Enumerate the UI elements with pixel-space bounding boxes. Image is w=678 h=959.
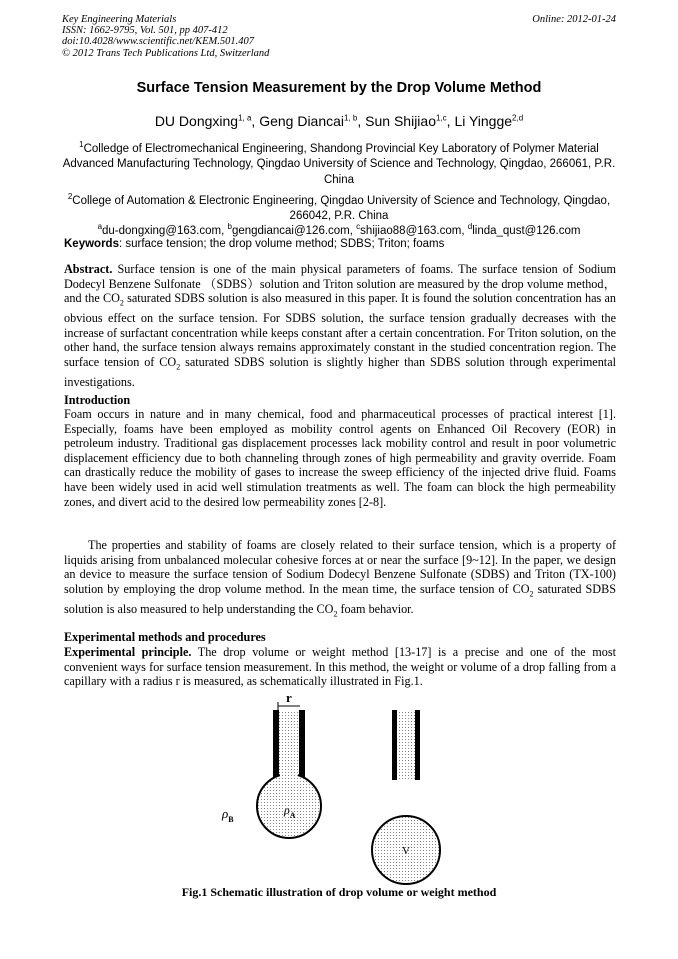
drop-neck [280, 770, 298, 784]
abstract: Abstract. Surface tension is one of the main physical parameters of foams. The surface tension of Sodium Dodecyl Benzene Sulfonate （SDBS）solution and Triton solution are measured by the drop volume method， and the $CO_2$ saturated SDBS solution is also measured in this paper. It is found the solution concentration has an obvious effect on the surface tension. For SDBS solution, the surface tension gradually decreases with the increase of surfactant concentration while keeps constant after a certain concentration. For Triton solution, on the other hand, the surface tension always remains approximately constant in the studied concentration region. The surface tension of $CO_2$ saturated SDBS solution is slightly higher than SDBS solution through experimental investigations. [64, 262, 616, 390]
capillary-right-wall-left [392, 710, 397, 780]
label-r: r [286, 690, 292, 705]
keywords: Keywords: surface tension; the drop volume method; SDBS; Triton; foams [64, 238, 445, 250]
journal-issn: ISSN: 1662-9795, Vol. 501, pp 407-412 [62, 25, 228, 37]
figure-1-caption: Fig.1 Schematic illustration of drop volume or weight method [181, 885, 497, 899]
label-rho-a: $\rho_A$ [284, 803, 296, 820]
capillary-right-wall-right [415, 710, 420, 780]
email: du-dongxing@163.com, [102, 224, 225, 237]
author-name: DU Dongxing [154, 113, 239, 129]
abstract-label: Abstract. [64, 262, 113, 276]
figure-1-drop-diagram [200, 690, 500, 890]
paper-title: Surface Tension Measurement by the Drop Volume Method [136, 80, 542, 96]
label-v: V [402, 845, 410, 857]
author-sup: 1,c [435, 113, 447, 123]
label-rho-b: $\rho_B$ [222, 806, 234, 824]
author-name: Geng Diancai [259, 113, 345, 129]
journal-header [62, 14, 616, 59]
online-date: Online: 2012-01-24 [532, 14, 616, 25]
author-name: Sun Shijiao [365, 113, 436, 129]
author-sup: 1, a [238, 113, 252, 123]
affiliation-1: $^1$Colledge of Electromechanical Engineering, Shandong Provincial Key Laboratory of Polymer Material Advanced Manufacturing Technology, Qingdao University of Science and Technology, Qingdao, 266061, P.R. China [62, 140, 616, 187]
email: shijiao88@163.com, [360, 224, 465, 237]
section-heading-introduction: Introduction [64, 393, 131, 407]
author-sup: 1, b [344, 113, 358, 123]
intro-paragraph-1: Foam occurs in nature and in many chemical, food and pharmaceutical processes of practical interest [1]. Especially, foams have been employed as mobility control agents on Enhanced Oil Recovery (EOR) in petroleum industry. Traditional gas displacement processes lack mobility control and result in poor volumetric displacement efficiency due to both channeling through zones of high permeability and gravity override. Foam can drastically reduce the mobility of gases to increase the sweep efficiency of the injected drive fluid. Foams have been widely used in acid well stimulation treatments as well. The foam can block the high permeability zones, and divert acid to the desired low permeability zones [2-8]. [64, 407, 616, 509]
journal-name: Key Engineering Materials [62, 14, 177, 25]
email-list: $^a$du-dongxing@163.com, $^b$gengdiancai@126.com, $^c$shijiao88@163.com, $^d$linda_qust@126.com [97, 222, 581, 237]
intro-paragraph-2: The properties and stability of foams are closely related to their surface tension, which is a property of liquids arising from unbalanced molecular cohesive forces at or near the surface [9~12]. In the paper, we design an device to measure the surface tension of Sodium Dodecyl Benzene Sulfonate (SDBS) and Triton (TX-100) solution by employing the drop volume method. In the mean time, the surface tension of $CO_2$ saturated SDBS solution is also measured to help understanding the $CO_2$ foam behavior. [64, 538, 616, 619]
author-list: DU Dongxing$^{1, a}$, Geng Diancai$^{1, b}$, Sun Shijiao$^{1,c}$, Li Yingge$^{2,d}$ [154, 113, 524, 129]
affiliation-2: $^2$College of Automation & Electronic Engineering, Qingdao University of Science and Technology, Qingdao, 266042, P.R. China [67, 192, 611, 223]
capillary-wall-left [273, 710, 279, 782]
section-heading-methods: Experimental methods and procedures [64, 630, 266, 644]
email: linda_qust@126.com [472, 224, 581, 237]
journal-copyright: © 2012 Trans Tech Publications Ltd, Switzerland [62, 47, 270, 59]
journal-doi: doi:10.4028/www.scientific.net/KEM.501.407 [62, 36, 254, 48]
email: gengdiancai@126.com, [231, 224, 353, 237]
author-name: Li Yingge [454, 113, 513, 129]
subsection-label: Experimental principle. [64, 645, 192, 659]
methods-paragraph: Experimental principle. The drop volume or weight method [13-17] is a precise and one of the most convenient ways for surface tension measurement. In this method, the weight or volume of a drop falling from a capillary with a radius r is measured, as schematically illustrated in Fig.1. [64, 645, 616, 689]
author-sup: 2,d [512, 113, 524, 123]
capillary-wall-right [299, 710, 305, 782]
